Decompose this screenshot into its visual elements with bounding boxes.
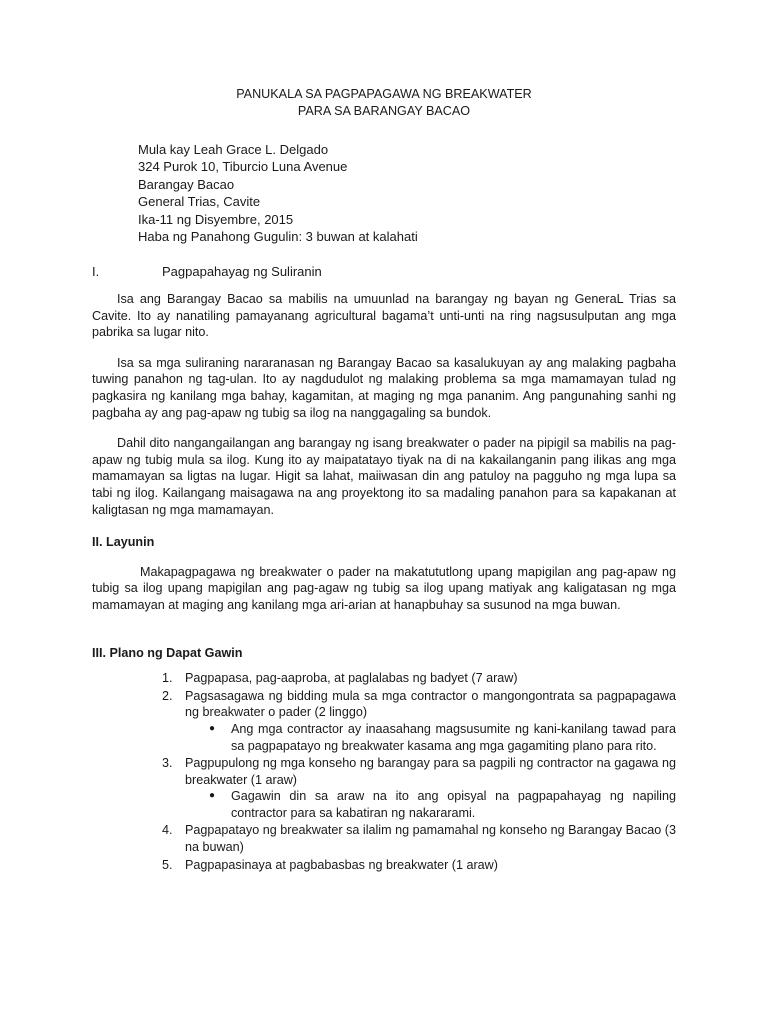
sub-list: [185, 721, 676, 754]
list-item-text: Pagpapasa, pag-aaproba, at paglalabas ng badyet (7 araw): [185, 671, 518, 686]
sub-list-item: [185, 721, 676, 754]
document-title: [92, 86, 676, 120]
plan-list: [92, 670, 676, 873]
list-item-number: 5.: [162, 857, 173, 872]
sender-block: [138, 141, 676, 245]
section-1-heading: [92, 264, 676, 281]
list-item-text: Pagpupulong ng mga konseho ng barangay para sa pagpili ng contractor na gagawa ng breakwater (1 araw): [185, 756, 676, 787]
list-item-number: 2.: [162, 688, 173, 703]
section-3-heading: III. Plano ng Dapat Gawin: [92, 645, 243, 660]
list-item-text: Pagpapatayo ng breakwater sa ilalim ng pamamahal ng konseho ng Barangay Bacao (3 na buwan): [185, 823, 676, 855]
list-item: [92, 755, 676, 821]
document-page: [92, 86, 676, 874]
sender-name: Mula kay Leah Grace L. Delgado: [138, 142, 329, 157]
list-item: [92, 688, 676, 754]
sub-list-item-text: Gagawin din sa araw na ito ang opisyal na pagpapahayag ng napiling contractor para sa kabatiran ng nakararami.: [231, 789, 676, 820]
title-line-1: PANUKALA SA PAGPAPAGAWA NG BREAKWATER: [236, 87, 532, 101]
list-item-number: 1.: [162, 671, 173, 686]
section-2-heading: II. Layunin: [92, 535, 155, 550]
sender-address: 324 Purok 10, Tiburcio Luna Avenue: [138, 159, 348, 175]
sender-barangay: Barangay Bacao: [138, 176, 235, 192]
document-date: Ika-11 ng Disyembre, 2015: [138, 211, 294, 227]
bullet-icon: ●: [209, 722, 216, 734]
list-item-number: 4.: [162, 823, 173, 838]
section-2-paragraph: Makapagpagawa ng breakwater o pader na makatututlong upang mapigilan ang pag-apaw ng tubig sa ilog upang mapigilan ang pag-agaw ng tubig sa ilog upang matiyak ang kaligatasan ng mga mamamayan at maging ang kanilang mga ari-arian at hanapbuhay sa susunod na mga buwan.: [92, 564, 676, 612]
sub-list: [185, 788, 676, 821]
project-duration: Haba ng Panahong Gugulin: 3 buwan at kalahati: [138, 229, 418, 245]
list-item: [92, 822, 676, 855]
bullet-icon: ●: [209, 790, 216, 802]
list-item-text: Pagsasagawa ng bidding mula sa mga contractor o mangongontrata sa pagpapagawa ng breakwater o pader (2 linggo): [185, 688, 676, 720]
list-item: [92, 857, 676, 874]
sub-list-item-text: Ang mga contractor ay inaasahang magsusumite ng kani-kanilang tawad para sa pagpapatayo ng breakwater kasama ang mga gagamiting plano para rito.: [231, 721, 676, 753]
title-line-2: PARA SA BARANGAY BACAO: [297, 104, 471, 118]
section-1-paragraph: Dahil dito nangangailangan ang barangay ng isang breakwater o pader na pipigil sa mabilis na pag-apaw ng tubig mula sa ilog. Kung ito ay maipatatayo tiyak na di na kakailanganin pang ilikas ang mga mamamayan sa ligtas na lugar. Higit sa lahat, maiiwasan din ang patuloy na pagguho ng mga lupa sa tabi ng ilog. Kailangang maisagawa na ang proyektong ito sa madaling panahon para sa kapakanan at kaligtasan ng mga mamamayan.: [92, 436, 676, 517]
list-item: [92, 670, 676, 687]
list-item-text: Pagpapasinaya at pagbabasbas ng breakwater (1 araw): [185, 857, 498, 872]
sender-city: General Trias, Cavite: [138, 194, 261, 210]
section-1-title: Pagpapahayag ng Suliranin: [162, 264, 322, 280]
section-1-number: I.: [92, 264, 100, 280]
section-1-paragraph: Isa ang Barangay Bacao sa mabilis na umuunlad na barangay ng bayan ng GeneraL Trias sa Cavite. Ito ay nanatiling pamayanang agricultural bagama’t unti-unti na ring nagsusulputan ang mga pabrika sa lugar nito.: [92, 292, 676, 340]
sub-list-item: [185, 788, 676, 821]
list-item-number: 3.: [162, 756, 173, 771]
section-1-paragraph: Isa sa mga suliraning nararanasan ng Barangay Bacao sa kasalukuyan ay ang malaking pagbaha tuwing panahon ng tag-ulan. Ito ay nagdudulot ng malaking problema sa mga mamamayan tulad ng pagkasira ng kanilang mga bahay, kagamitan, at maging ng mga pananim. Ang pangunahing sanhi ng pagbaha ay ang pag-apaw ng tubig sa ilog na nanggagaling sa bundok.: [92, 355, 676, 420]
